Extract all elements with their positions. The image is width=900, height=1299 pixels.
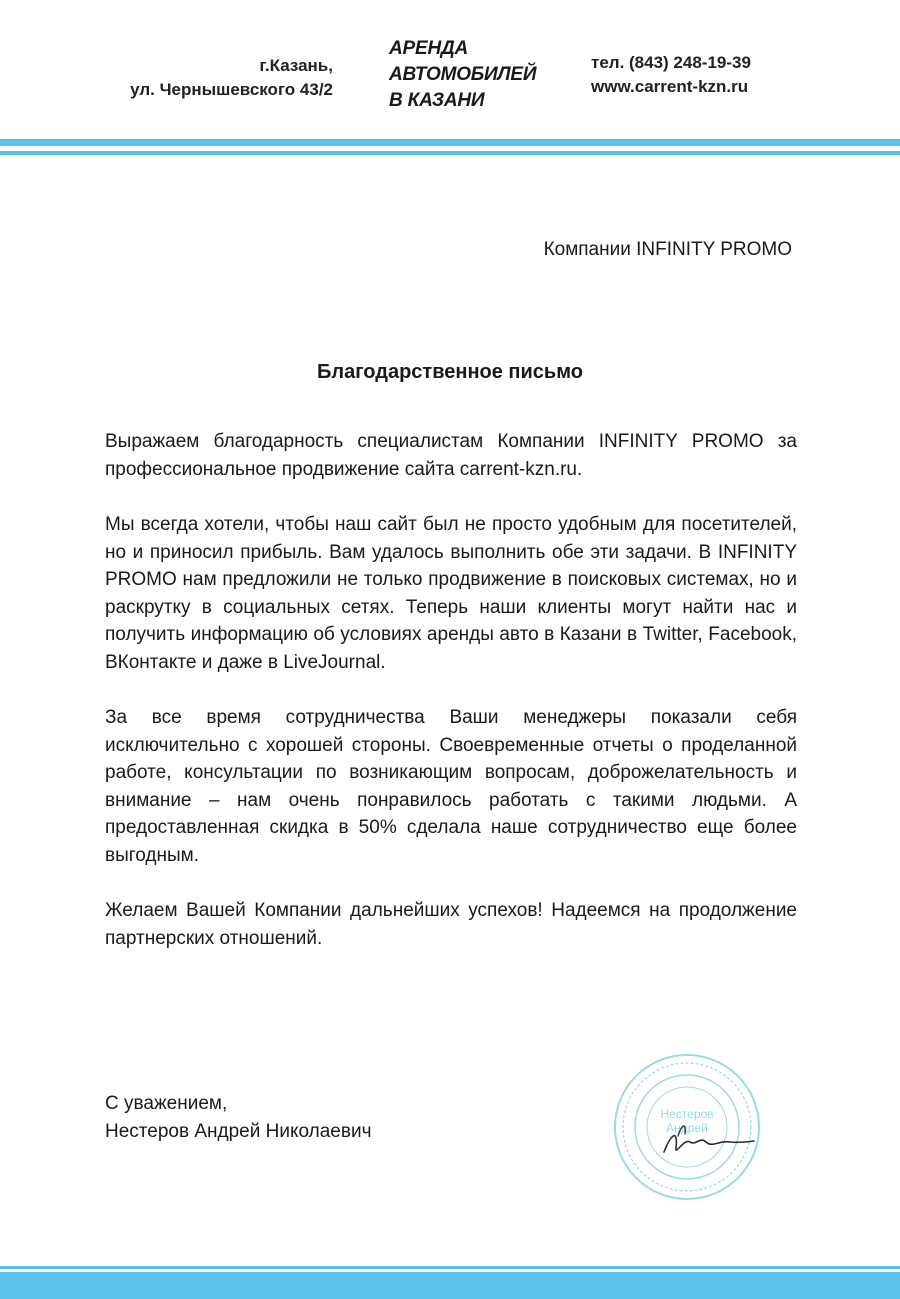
brand-line-1: АРЕНДА (389, 38, 469, 59)
brand-line-3: В КАЗАНИ (389, 90, 485, 111)
paragraph-4: Желаем Вашей Компании дальнейших успехов! Надеемся на продолжение партнерских отношений. (105, 900, 797, 949)
company-address (130, 54, 333, 102)
letter-recipient: Компании INFINITY PROMO (543, 239, 792, 260)
brand-name (389, 36, 536, 114)
footer-stripe-thick (0, 1272, 900, 1299)
stamp-text-2: Андрей (666, 1121, 708, 1135)
handwritten-signature (664, 1136, 754, 1152)
company-contacts (591, 51, 751, 99)
letter-body (105, 428, 797, 980)
address-street: ул. Чернышевского 43/2 (130, 80, 333, 99)
letter-title: Благодарственное письмо (317, 361, 583, 383)
signer-name: Нестеров Андрей Николаевич (105, 1120, 372, 1142)
paragraph-1: Выражаем благодарность специалистам Компании INFINITY PROMO за профессиональное продвижение сайта carrent-kzn.ru. (105, 431, 797, 480)
letterhead (0, 0, 900, 160)
company-stamp (612, 1052, 762, 1202)
stamp-text-1: Нестеров (660, 1107, 714, 1121)
signature-block (105, 1090, 371, 1145)
brand-line-2: АВТОМОБИЛЕЙ (389, 64, 537, 85)
paragraph-2: Мы всегда хотели, чтобы наш сайт был не просто удобным для посетителей, но и приносил прибыль. Вам удалось выполнить обе эти задачи. В INFINITY PROMO нам предложили не только продвижение в поисковых системах, но и раскрутку в социальных сетях. Теперь наши клиенты могут найти нас и получить информацию об условиях аренды авто в Казани в Twitter, Facebook, ВКонтакте и даже в LiveJournal. (105, 514, 797, 673)
company-website: www.carrent-kzn.ru (591, 77, 749, 96)
company-phone: тел. (843) 248-19-39 (591, 53, 751, 72)
closing-phrase: С уважением, (105, 1093, 228, 1114)
header-stripe-thick (0, 139, 900, 146)
paragraph-3: За все время сотрудничества Ваши менеджеры показали себя исключительно с хорошей стороны. Своевременные отчеты о проделанной работе, консультации по возникающим вопросам, доброжелательность и внимание – нам очень понравилось работать с такими людьми. А предоставленная скидка в 50% сделала наше сотрудничество еще более выгодным. (105, 707, 797, 866)
header-stripe-thin (0, 151, 900, 155)
footer-stripe-thin (0, 1266, 900, 1269)
address-city: г.Казань, (259, 56, 333, 75)
